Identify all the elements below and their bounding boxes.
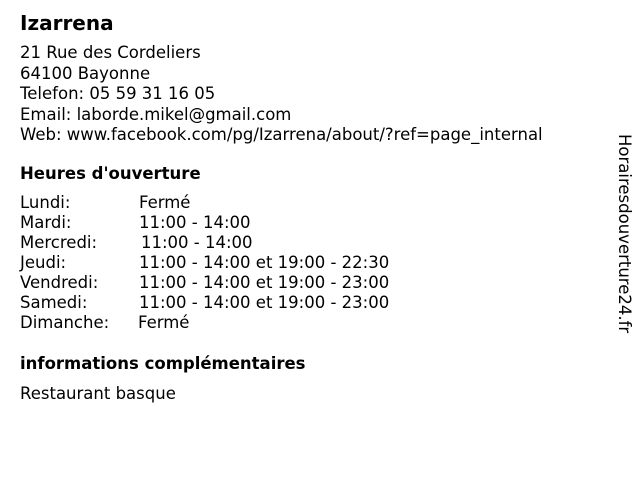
day-label: Mercredi:	[20, 233, 98, 252]
day-label: Lundi:	[20, 193, 71, 212]
time-value: 11:00 - 14:00	[141, 233, 253, 252]
time-value: 11:00 - 14:00 et 19:00 - 23:00	[139, 293, 390, 312]
street-address: 21 Rue des Cordeliers	[20, 43, 201, 62]
day-label: Jeudi:	[20, 253, 67, 272]
time-value: 11:00 - 14:00 et 19:00 - 22:30	[139, 253, 390, 272]
additional-info-heading: informations complémentaires	[20, 354, 306, 373]
web-line: Web: www.facebook.com/pg/Izarrena/about/?ref=page_internal	[20, 125, 543, 144]
phone-line: Telefon: 05 59 31 16 05	[20, 84, 216, 103]
day-label: Mardi:	[20, 213, 72, 232]
time-value: 11:00 - 14:00	[139, 213, 251, 232]
time-value: 11:00 - 14:00 et 19:00 - 23:00	[139, 273, 390, 292]
time-value: Fermé	[138, 313, 190, 332]
day-label: Samedi:	[20, 293, 88, 312]
additional-info-text: Restaurant basque	[20, 384, 176, 403]
day-label: Vendredi:	[20, 273, 99, 292]
time-value: Fermé	[139, 193, 191, 212]
city-line: 64100 Bayonne	[20, 63, 151, 83]
opening-hours-heading: Heures d'ouverture	[20, 164, 201, 183]
business-contact	[20, 43, 543, 146]
day-label: Dimanche:	[20, 313, 110, 332]
email-line: Email: laborde.mikel@gmail.com	[20, 104, 292, 124]
business-name: Izarrena	[20, 11, 114, 35]
site-watermark: Horairesdouverture24.fr	[615, 134, 634, 334]
